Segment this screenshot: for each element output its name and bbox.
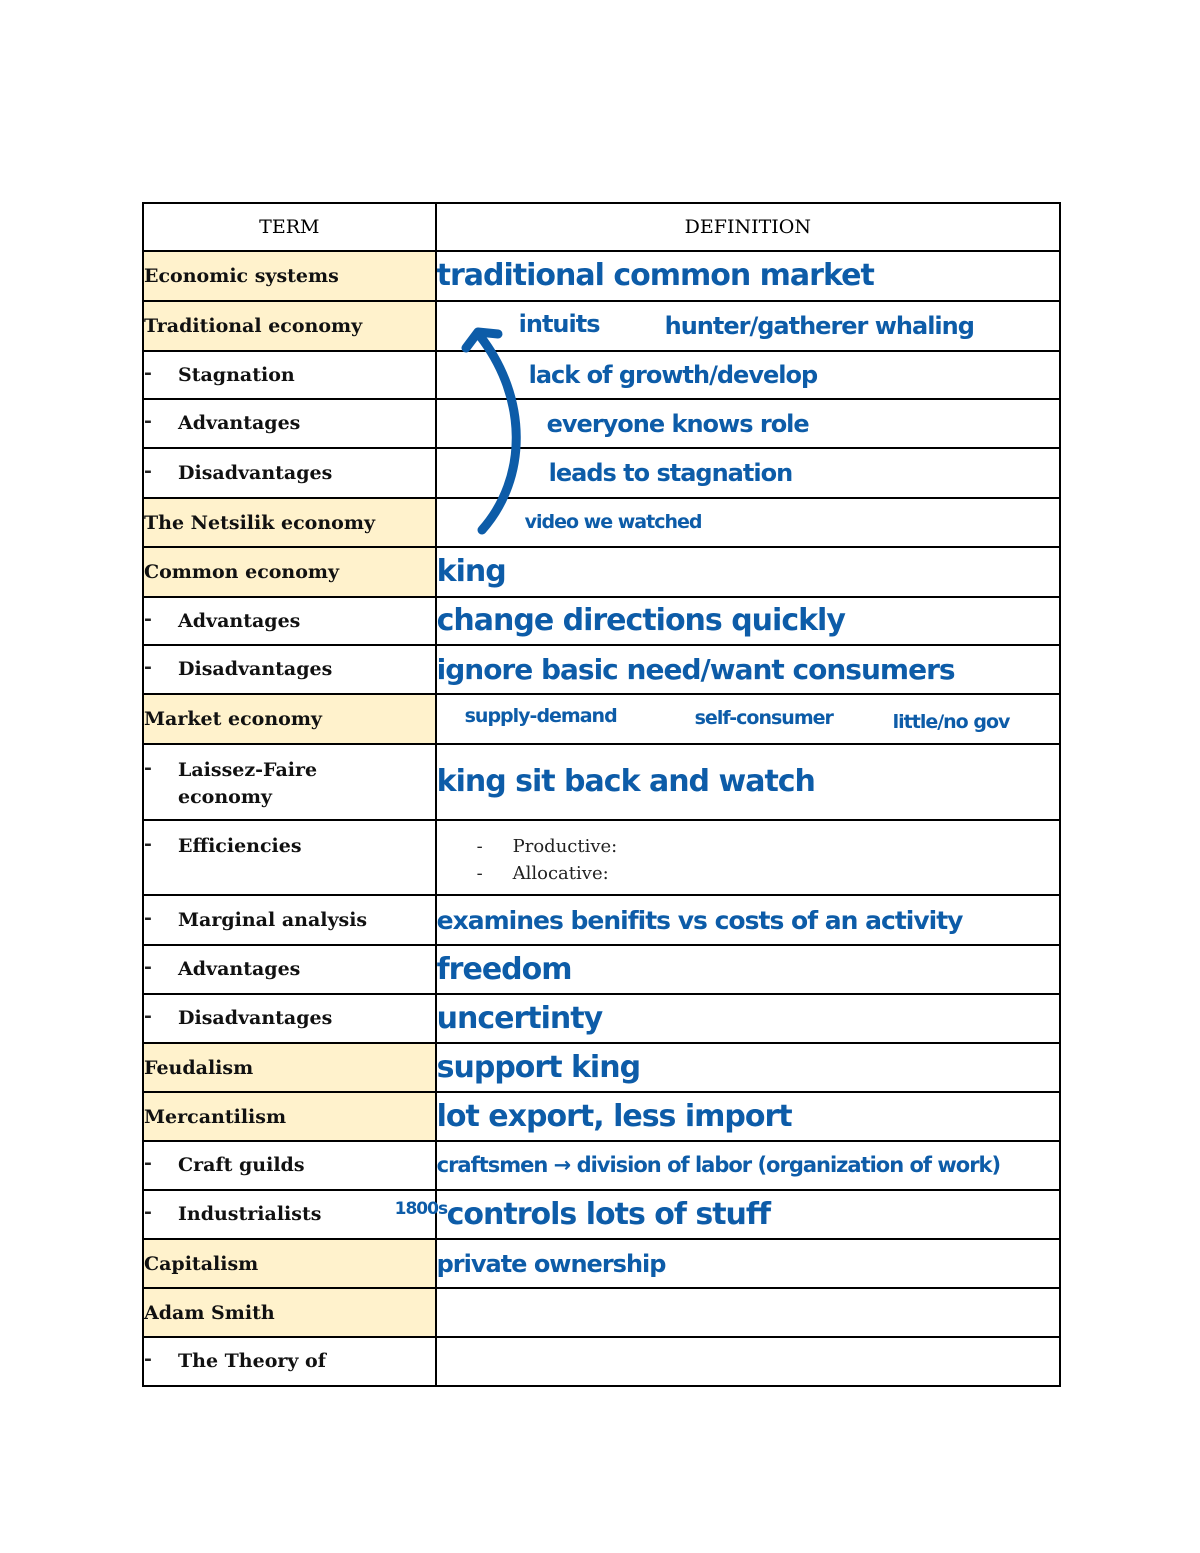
term-cell: The Netsilik economy xyxy=(143,498,436,547)
term-cell: Economic systems xyxy=(143,251,436,301)
term-cell: Traditional economy xyxy=(143,301,436,351)
handwritten-definition: supply-demand xyxy=(464,705,617,727)
table-row xyxy=(143,820,1060,895)
table-row xyxy=(143,1141,1060,1190)
term-cell: Mercantilism xyxy=(143,1092,436,1141)
term-cell: - Disadvantages xyxy=(143,645,436,694)
definition-header: DEFINITION xyxy=(436,203,1060,251)
definition-cell xyxy=(436,251,1060,301)
bracket-arrow-icon xyxy=(458,318,538,538)
handwritten-definition: freedom xyxy=(436,951,572,987)
table-row xyxy=(143,895,1060,945)
handwritten-definition: intuits xyxy=(518,310,600,338)
term-cell: - Stagnation xyxy=(143,351,436,399)
definition-cell xyxy=(436,1239,1060,1288)
table-row xyxy=(143,694,1060,744)
handwritten-definition: lack of growth/develop xyxy=(528,361,818,389)
handwritten-definition: support king xyxy=(436,1049,641,1085)
handwritten-definition: leads to stagnation xyxy=(548,459,793,487)
term-cell: - Advantages xyxy=(143,399,436,448)
table-row xyxy=(143,597,1060,645)
table-row xyxy=(143,1337,1060,1386)
table-row xyxy=(143,645,1060,694)
handwritten-definition: king xyxy=(436,554,506,589)
table-row xyxy=(143,744,1060,820)
handwritten-definition: private ownership xyxy=(436,1249,666,1278)
definition-cell xyxy=(436,1141,1060,1190)
term-cell: Market economy xyxy=(143,694,436,744)
table-row xyxy=(143,399,1060,448)
definition-cell xyxy=(436,744,1060,820)
handwritten-definition: traditional common market xyxy=(436,258,874,293)
handwritten-definition: lot export, less import xyxy=(436,1098,792,1134)
table-row xyxy=(143,498,1060,547)
definition-cell xyxy=(436,1337,1060,1386)
definition-cell xyxy=(436,1288,1060,1337)
term-header: TERM xyxy=(143,203,436,251)
table-row xyxy=(143,448,1060,498)
definition-cell xyxy=(436,1092,1060,1141)
handwritten-definition: uncertinty xyxy=(436,1000,603,1036)
handwritten-definition: video we watched xyxy=(524,511,702,533)
definition-cell xyxy=(436,820,1060,895)
header-row xyxy=(143,203,1060,251)
handwritten-definition: hunter/gatherer whaling xyxy=(664,312,974,340)
definition-cell xyxy=(394,1190,1060,1239)
term-cell: - Disadvantages xyxy=(143,448,436,498)
definition-cell xyxy=(436,547,1060,597)
definition-cell xyxy=(436,994,1060,1043)
term-cell: Feudalism xyxy=(143,1043,436,1092)
definition-cell xyxy=(436,945,1060,994)
term-cell: - Craft guilds xyxy=(143,1141,436,1190)
table-row xyxy=(143,1190,1060,1239)
typed-item: - Allocative: xyxy=(476,863,609,884)
table-row xyxy=(143,1092,1060,1141)
table-row xyxy=(143,1288,1060,1337)
handwritten-definition: controls lots of stuff xyxy=(446,1196,771,1232)
handwritten-definition: little/no gov xyxy=(892,711,1010,733)
term-cell: Capitalism xyxy=(143,1239,436,1288)
term-cell: - The Theory of xyxy=(143,1337,436,1386)
handwritten-definition: change directions quickly xyxy=(436,603,845,638)
typed-item: - Productive: xyxy=(476,836,618,857)
handwritten-definition: king sit back and watch xyxy=(436,764,815,799)
table-row xyxy=(143,1239,1060,1288)
handwritten-definition: examines benifits vs costs of an activity xyxy=(436,905,963,935)
term-cell: - Marginal analysis xyxy=(143,895,436,945)
handwritten-definition: everyone knows role xyxy=(546,409,809,438)
table-row xyxy=(143,945,1060,994)
term-cell: - Advantages xyxy=(143,597,436,645)
definition-cell xyxy=(436,597,1060,645)
handwritten-definition: ignore basic need/want consumers xyxy=(436,652,955,686)
table-row xyxy=(143,301,1060,351)
term-cell: - Efficiencies xyxy=(143,820,436,895)
table-row xyxy=(143,547,1060,597)
term-cell: - Industrialists xyxy=(143,1190,436,1239)
term-cell: Common economy xyxy=(143,547,436,597)
term-cell: - Disadvantages xyxy=(143,994,436,1043)
term-cell: - Advantages xyxy=(143,945,436,994)
table-row xyxy=(143,1043,1060,1092)
table-row xyxy=(143,994,1060,1043)
definition-cell xyxy=(436,694,1060,744)
table-row xyxy=(143,351,1060,399)
term-cell: Adam Smith xyxy=(143,1288,436,1337)
handwritten-definition: self-consumer xyxy=(694,707,833,729)
terms-table xyxy=(142,202,1061,1387)
definition-cell xyxy=(436,645,1060,694)
margin-note: 1800s xyxy=(394,1199,448,1219)
handwritten-definition: craftsmen → division of labor (organization of work) xyxy=(436,1153,1001,1177)
definition-cell xyxy=(436,1043,1060,1092)
table-row xyxy=(143,251,1060,301)
definition-cell xyxy=(436,895,1060,945)
term-cell: - Laissez-Faire economy xyxy=(143,744,436,820)
